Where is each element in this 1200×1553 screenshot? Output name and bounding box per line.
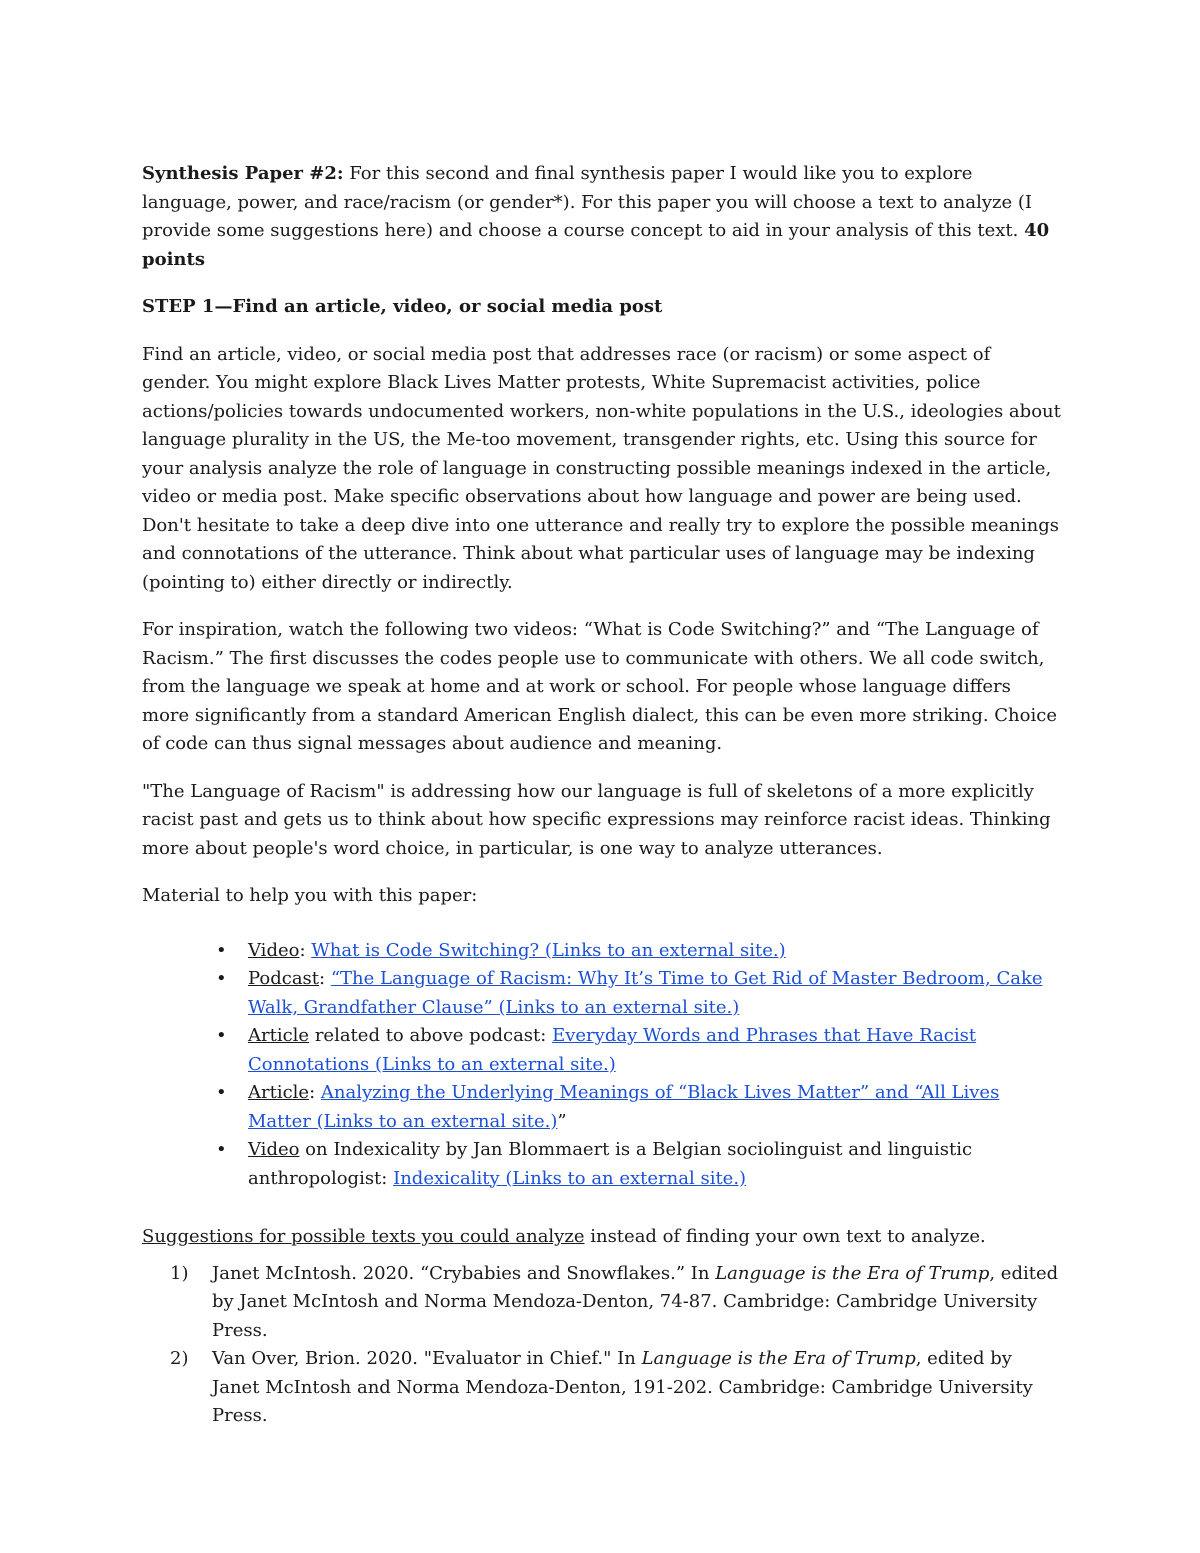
citation-pre: Janet McIntosh. 2020. “Crybabies and Snowflakes.” In <box>212 1262 716 1284</box>
suggestions-lead: Suggestions for possible texts you could analyze <box>142 1226 585 1247</box>
step1-paragraph-1: Find an article, video, or social media post that addresses race (or racism) or some aspect of gender. You might explore Black Lives Matter protests, White Supremacist activities, police actions/policies towards undocumented workers, non-white populations in the U.S., ideologies about language plurality in the US, the Me-too movement, transgender rights, etc. Using this source for your analysis analyze the role of language in constructing possible meanings indexed in the article, video or media post. Make specific observations about how language and power are being used. Don't hesitate to take a deep dive into one utterance and really try to explore the possible meanings and connotations of the utterance. Think about what particular uses of language may be indexing (pointing to) either directly or indirectly. <box>142 343 1061 593</box>
material-description: : <box>309 1082 321 1103</box>
indexicality-video-link[interactable]: Indexicality (Links to an external site.) <box>393 1167 747 1189</box>
list-number: 1) <box>170 1262 189 1284</box>
citation-post: , edited by Janet McIntosh and Norma Mendoza-Denton, 74-87. Cambridge: Cambridge University Press. <box>212 1262 1059 1341</box>
material-type-label: Podcast <box>248 968 320 989</box>
material-tail: ” <box>557 1110 567 1132</box>
book-title: Language is the Era of Trump <box>641 1348 916 1369</box>
material-item-podcast <box>216 965 1062 1022</box>
material-item-article-blm <box>216 1079 1062 1136</box>
suggestion-item <box>170 1260 1062 1346</box>
material-item-video-indexicality <box>216 1136 1062 1193</box>
step1-heading: STEP 1—Find an article, video, or social media post <box>142 296 663 317</box>
bullet: • <box>216 1082 227 1103</box>
bullet: • <box>216 1139 227 1160</box>
material-type-label: Video <box>248 1139 300 1160</box>
material-item-video <box>216 937 1062 966</box>
material-item-article <box>216 1022 1062 1079</box>
suggestion-item <box>170 1345 1062 1431</box>
black-lives-matter-article-link[interactable]: Analyzing the Underlying Meanings of “Black Lives Matter” and “All Lives Matter (Links to an external site.) <box>248 1082 1000 1132</box>
step1-paragraph-3: "The Language of Racism" is addressing how our language is full of skeletons of a more explicitly racist past and gets us to think about how specific expressions may reinforce racist ideas. Thinking more about people's word choice, in particular, is one way to analyze utterances. <box>142 780 1051 859</box>
document-page <box>142 160 1062 1431</box>
points-label: 40 points <box>142 220 1050 270</box>
materials-intro: Material to help you with this paper: <box>142 885 478 906</box>
intro-body: For this second and final synthesis paper I would like you to explore language, power, and race/racism (or gender*). For this paper you will choose a text to analyze (I provide some suggestions here) and choose a course concept to aid in your analysis of this text. <box>142 163 1032 241</box>
material-description: : <box>299 939 312 961</box>
material-type-label: Video <box>248 939 300 961</box>
paper-title: Synthesis Paper #2: <box>142 163 344 184</box>
bullet: • <box>216 968 227 989</box>
suggestions-rest: instead of finding your own text to analyze. <box>584 1226 986 1247</box>
intro-paragraph <box>142 160 1062 274</box>
book-title: Language is the Era of Trump <box>715 1262 990 1284</box>
code-switching-video-link[interactable]: What is Code Switching? (Links to an external site.) <box>311 939 786 961</box>
language-of-racism-podcast-link[interactable]: “The Language of Racism: Why It’s Time to Get Rid of Master Bedroom, Cake Walk, Grandfather Clause” (Links to an external site.) <box>248 968 1043 1018</box>
bullet: • <box>216 939 227 961</box>
list-number: 2) <box>170 1348 189 1369</box>
suggestions-list <box>142 1260 1062 1431</box>
material-description: on Indexicality by Jan Blommaert is a Belgian sociolinguist and linguistic anthropologist: <box>248 1139 973 1189</box>
racist-connotations-article-link[interactable]: Everyday Words and Phrases that Have Racist Connotations (Links to an external site.) <box>248 1025 977 1075</box>
material-description: related to above podcast: <box>309 1025 553 1046</box>
bullet: • <box>216 1025 227 1046</box>
materials-list <box>142 937 1062 1194</box>
material-type-label: Article <box>248 1082 310 1103</box>
suggestions-intro <box>142 1223 1062 1252</box>
step1-paragraph-2: For inspiration, watch the following two videos: “What is Code Switching?” and “The Language of Racism.” The first discusses the codes people use to communicate with others. We all code switch, from the language we speak at home and at work or school. For people whose language differs more significantly from a standard American English dialect, this can be even more striking. Choice of code can thus signal messages about audience and meaning. <box>142 619 1057 754</box>
material-type-label: Article <box>248 1025 310 1046</box>
citation-pre: Van Over, Brion. 2020. "Evaluator in Chief." In <box>212 1348 642 1369</box>
material-description: : <box>319 968 331 989</box>
citation-post: , edited by Janet McIntosh and Norma Mendoza-Denton, 191-202. Cambridge: Cambridge University Press. <box>212 1348 1033 1426</box>
